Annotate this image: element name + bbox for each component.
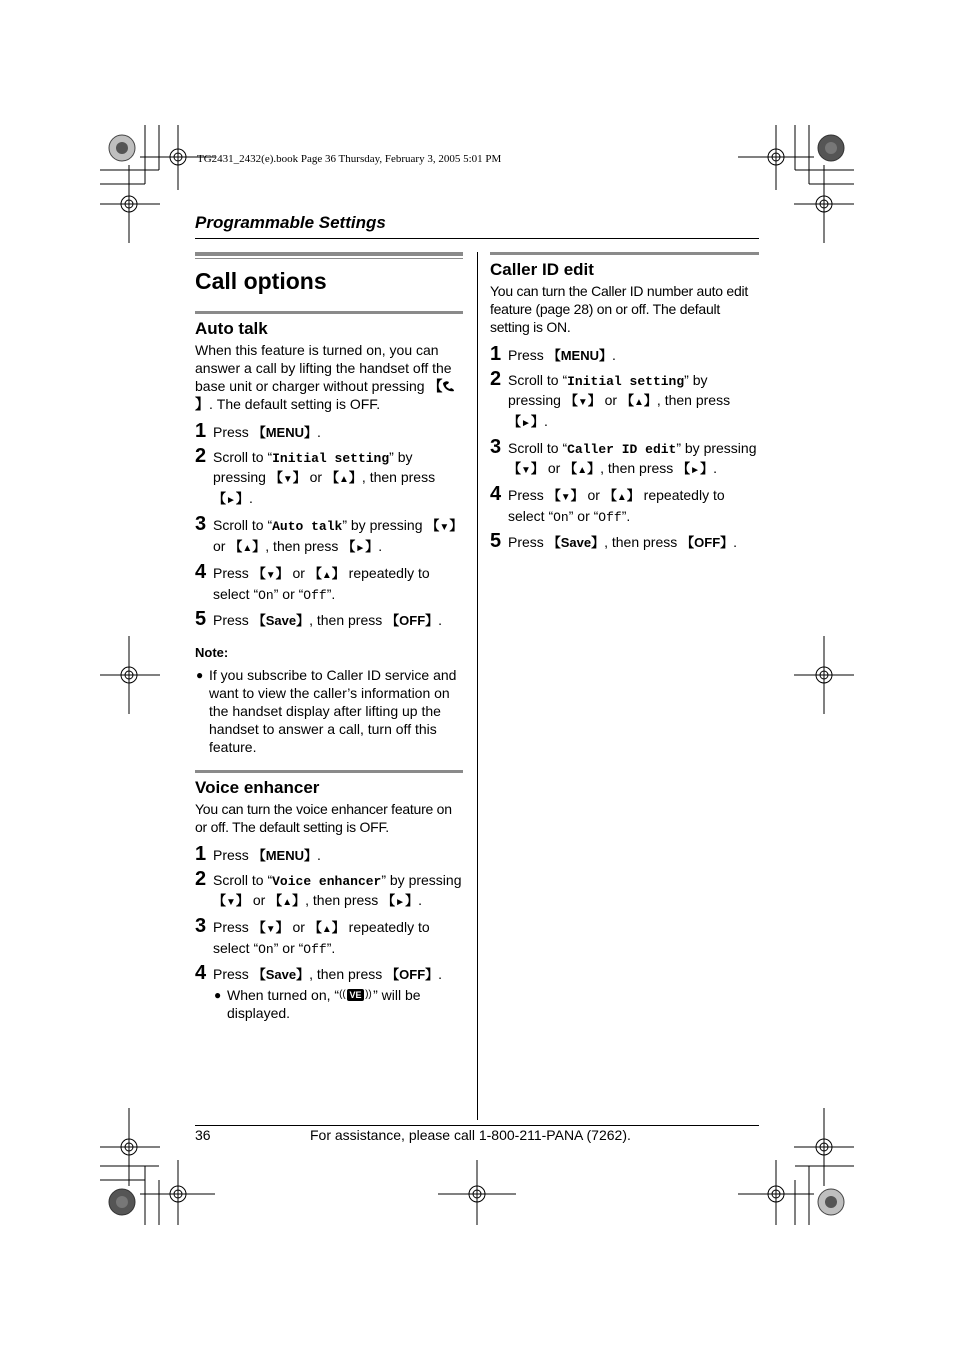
down-key: 【▼】 — [426, 518, 463, 533]
display-text: Auto talk — [272, 519, 343, 534]
step-number: 5 — [490, 530, 502, 552]
auto-talk-heading: Auto talk — [195, 319, 268, 338]
note-label: Note: — [195, 645, 229, 660]
down-key: 【▼】 — [252, 566, 289, 581]
step-number: 3 — [490, 436, 502, 458]
voice-enhancer-sub-note: ● When turned on, “ (( VE )) ” will be displayed. — [214, 987, 421, 1021]
auto-talk-description — [195, 341, 463, 413]
right-key: 【►】 — [213, 491, 249, 506]
bullet-icon: ● — [196, 668, 204, 682]
voice-enhancer-bar — [195, 770, 463, 773]
caller-id-step-4: 4 Press 【▼】 or 【▲】 repeatedly to select “On” or “Off”. — [490, 483, 725, 525]
left-column — [195, 252, 463, 1022]
step-number: 2 — [490, 368, 502, 390]
caller-id-step-1: 1 Press 【MENU】. — [490, 343, 616, 365]
down-key: 【▼】 — [547, 488, 584, 503]
talk-phone-icon — [442, 380, 456, 392]
header-rule — [195, 238, 759, 239]
voice-enhancer-step-1: 1 Press 【MENU】. — [195, 843, 321, 865]
footer-rule — [195, 1125, 759, 1126]
page-title: Call options — [195, 268, 327, 294]
display-text: Off — [303, 942, 327, 957]
down-key: 【▼】 — [564, 393, 601, 408]
up-key: 【▲】 — [229, 539, 266, 554]
note-text: If you subscribe to Caller ID service and want to view the caller’s information on the handset display after lifting up the handset to answer a call, turn off this feature. — [209, 667, 457, 755]
display-text: Voice enhancer — [272, 874, 382, 889]
caller-id-edit-description: You can turn the Caller ID number auto edit feature (page 28) on or off. The default setting is ON. — [490, 283, 749, 335]
display-text: Initial setting — [272, 451, 390, 466]
step-number: 1 — [195, 843, 207, 865]
up-key: 【▲】 — [308, 566, 345, 581]
auto-talk-desc-text: When this feature is turned on, you can answer a call by lifting the handset off the base unit or charger without pressing — [195, 342, 452, 394]
auto-talk-step-2: 2 Scroll to “Initial setting” by pressing 【▼】 or 【▲】, then press 【►】. — [195, 445, 436, 506]
right-column — [490, 252, 759, 552]
step-number: 1 — [195, 420, 207, 442]
auto-talk-desc-end: . The default setting is OFF. — [209, 396, 381, 412]
bullet-icon: ● — [214, 988, 222, 1002]
right-key: 【►】 — [342, 539, 379, 554]
auto-talk-step-3: 3 Scroll to “Auto talk” by pressing 【▼】 or 【▲】, then press 【►】. — [195, 513, 463, 554]
note-item — [195, 666, 463, 756]
caller-id-step-2: 2 Scroll to “Initial setting” by pressing 【▼】 or 【▲】, then press 【►】. — [490, 368, 731, 429]
down-key: 【▼】 — [508, 461, 544, 476]
off-key: 【OFF】 — [386, 613, 439, 628]
off-key: 【OFF】 — [386, 967, 439, 982]
right-key: 【►】 — [677, 461, 714, 476]
caller-id-step-3: 3 Scroll to “Caller ID edit” by pressing 【▼】 or 【▲】, then press 【►】. — [490, 436, 757, 476]
up-key: 【▲】 — [603, 488, 640, 503]
down-key: 【▼】 — [252, 920, 289, 935]
page-number: 36 — [195, 1127, 211, 1143]
right-key: 【►】 — [382, 893, 419, 908]
voice-enhancer-description: You can turn the voice enhancer feature on or off. The default setting is OFF. — [195, 801, 452, 835]
up-key: 【▲】 — [325, 470, 362, 485]
auto-talk-bar — [195, 311, 463, 314]
menu-key: 【MENU】 — [252, 848, 317, 863]
voice-enhancer-step-4: 4 Press 【Save】, then press 【OFF】. — [195, 962, 443, 984]
display-text: On — [258, 588, 274, 603]
right-bracket: 】 — [195, 396, 209, 412]
step-number: 4 — [195, 962, 207, 984]
step-text: Press — [213, 424, 253, 440]
step-number: 3 — [195, 915, 207, 937]
save-key: 【Save】 — [252, 613, 310, 628]
step-number: 2 — [195, 868, 207, 890]
display-text: On — [553, 510, 569, 525]
print-info: TG2431_2432(e).book Page 36 Thursday, February 3, 2005 5:01 PM — [197, 153, 502, 165]
caller-id-step-5: 5 Press 【Save】, then press 【OFF】. — [490, 530, 738, 552]
step-number: 1 — [490, 343, 502, 365]
save-key: 【Save】 — [547, 535, 605, 550]
display-text: Off — [303, 588, 327, 603]
menu-key: 【MENU】 — [547, 348, 612, 363]
display-text: Initial setting — [567, 374, 685, 389]
step-number: 2 — [195, 445, 207, 467]
step-number: 4 — [195, 561, 207, 583]
off-key: 【OFF】 — [681, 535, 734, 550]
title-bar — [195, 252, 463, 259]
step-number: 3 — [195, 513, 207, 535]
voice-enhancer-heading: Voice enhancer — [195, 778, 320, 797]
save-key: 【Save】 — [252, 967, 310, 982]
auto-talk-step-1: 1 Press 【MENU】. — [195, 420, 321, 442]
section-header: Programmable Settings — [195, 213, 386, 232]
up-key: 【▲】 — [269, 893, 306, 908]
column-divider — [477, 252, 478, 1120]
auto-talk-step-5: 5 Press 【Save】, then press 【OFF】. — [195, 608, 443, 630]
display-text: On — [258, 942, 274, 957]
auto-talk-step-4: 4 Press 【▼】 or 【▲】 repeatedly to select “On” or “Off”. — [195, 561, 430, 603]
down-key: 【▼】 — [269, 470, 306, 485]
step-number: 5 — [195, 608, 207, 630]
down-key: 【▼】 — [213, 893, 249, 908]
display-text: Off — [598, 510, 622, 525]
up-key: 【▲】 — [620, 393, 657, 408]
voice-enhancer-step-2: 2 Scroll to “Voice enhancer” by pressing 【▼】 or 【▲】, then press 【►】. — [195, 868, 462, 908]
right-key: 【►】 — [508, 414, 544, 429]
voice-enhancer-step-3: 3 Press 【▼】 or 【▲】 repeatedly to select “On” or “Off”. — [195, 915, 430, 957]
voice-enhancer-icon: (( VE )) — [339, 989, 372, 1000]
assistance-text: For assistance, please call 1-800-211-PANA (7262). — [310, 1127, 631, 1143]
up-key: 【▲】 — [564, 461, 601, 476]
display-text: Caller ID edit — [567, 442, 677, 457]
caller-id-edit-bar — [490, 252, 759, 255]
up-key: 【▲】 — [308, 920, 345, 935]
step-number: 4 — [490, 483, 502, 505]
caller-id-edit-heading: Caller ID edit — [490, 260, 594, 279]
left-bracket: 【 — [428, 378, 443, 394]
menu-key: 【MENU】 — [252, 425, 317, 440]
